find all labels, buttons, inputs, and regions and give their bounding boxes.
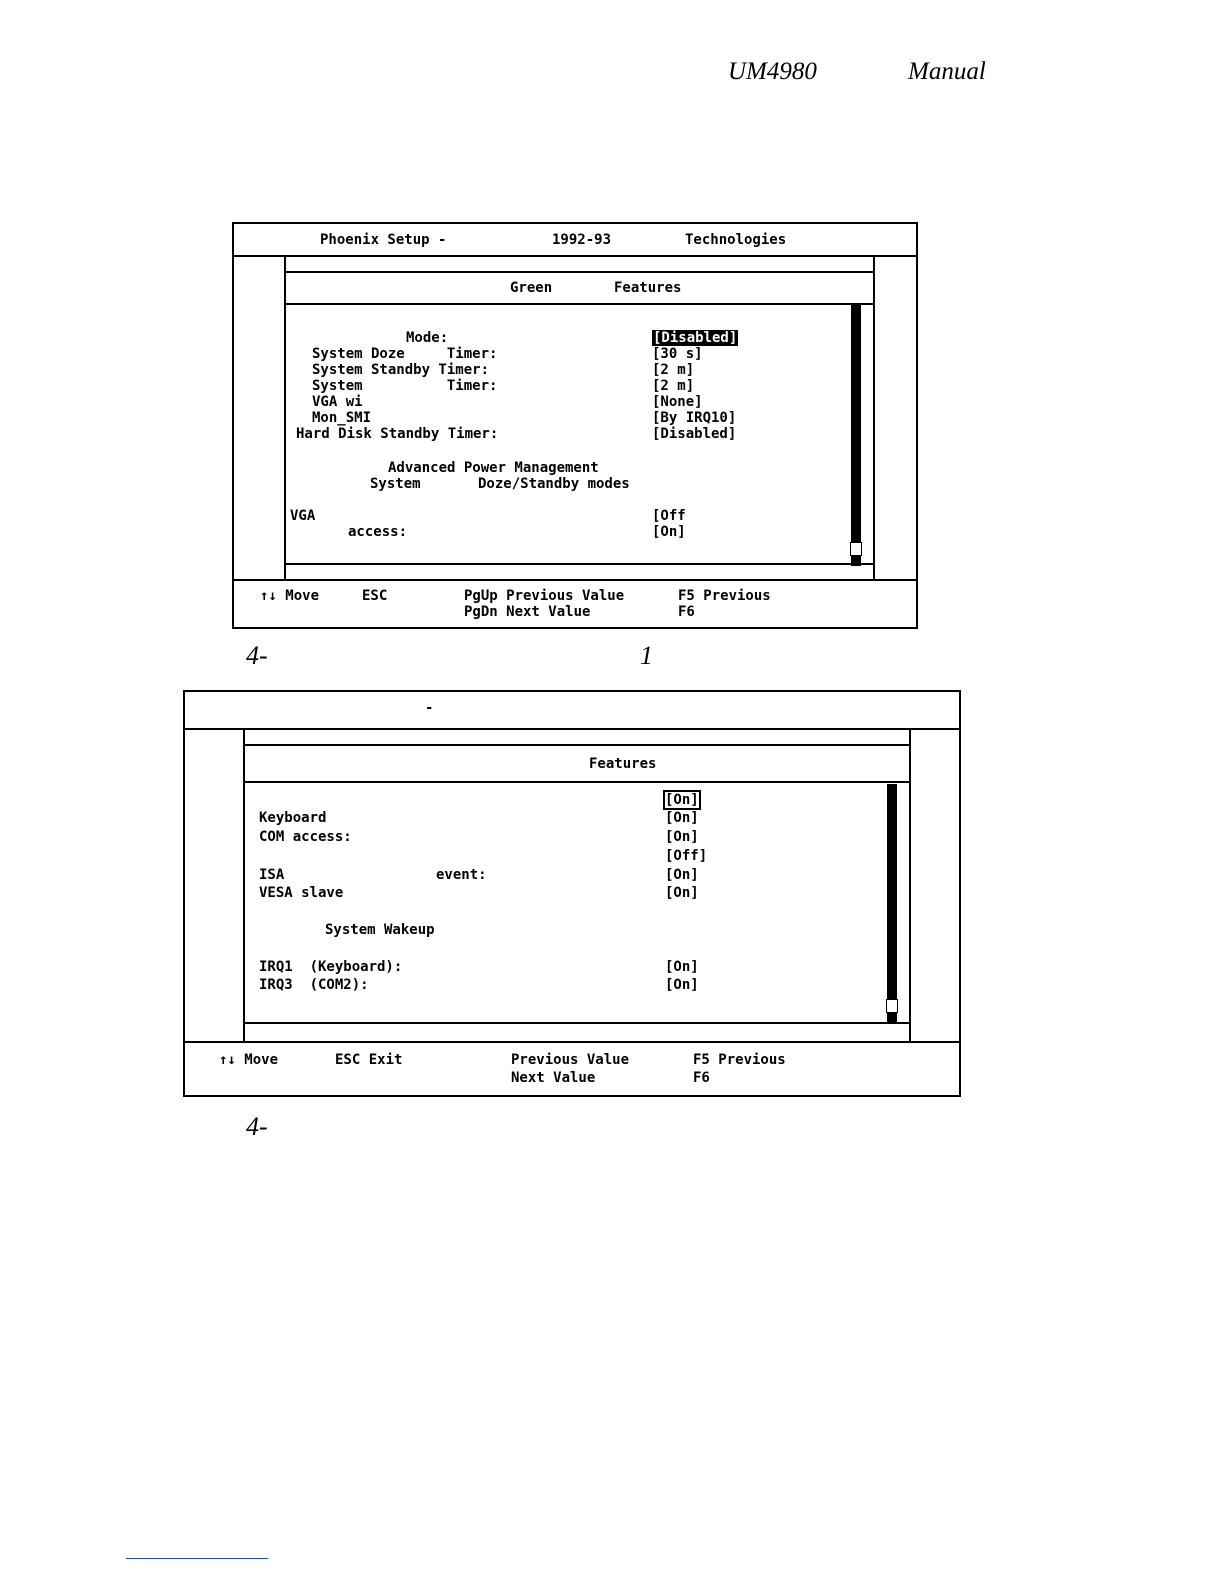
setting2-keyboard-value[interactable]: [On] bbox=[665, 810, 699, 826]
screen1-panel-bottom-line bbox=[284, 563, 874, 565]
header-title: Manual bbox=[908, 58, 986, 85]
figure-caption-1-prefix: 4- bbox=[246, 641, 268, 670]
screen2-title-dash: - bbox=[425, 700, 434, 716]
setting-hdd-standby-label: Hard Disk Standby Timer: bbox=[296, 426, 499, 442]
setting2-row1-value[interactable] bbox=[665, 792, 699, 808]
screen2-panel-top-line bbox=[243, 744, 911, 746]
screen2-section-title: Features bbox=[589, 756, 657, 772]
apm-heading: Advanced Power Management bbox=[388, 460, 599, 476]
screen1-scroll-down-arrow-icon[interactable] bbox=[850, 542, 862, 556]
apm-subheading-a: System bbox=[370, 476, 421, 492]
screen1-section-title-b: Features bbox=[614, 280, 682, 296]
screen2-footer-prev: Previous Value bbox=[511, 1052, 630, 1068]
screen1-footer-move: ↑↓ Move bbox=[260, 588, 320, 604]
screen2-panel-left-border bbox=[243, 730, 245, 1042]
setting2-isa-value[interactable]: [On] bbox=[665, 867, 699, 883]
page-footer-rule bbox=[126, 1558, 268, 1559]
screen1-panel-right-border bbox=[873, 257, 875, 579]
figure-caption-1-number: 1 bbox=[640, 641, 653, 670]
setting-vga-event-label: VGA bbox=[290, 508, 316, 524]
setting-mode-label: Mode: bbox=[406, 330, 449, 346]
system-wakeup-heading: System Wakeup bbox=[325, 922, 435, 938]
screen2-footer-divider bbox=[185, 1041, 959, 1043]
screen1-title-company: Technologies bbox=[685, 232, 787, 248]
screen1-footer-esc: ESC bbox=[362, 588, 388, 604]
screen2-scroll-down-arrow-icon[interactable] bbox=[886, 999, 898, 1013]
setup-screen-1 bbox=[232, 222, 918, 629]
setting2-irq3-value[interactable]: [On] bbox=[665, 977, 699, 993]
setting-mode-value[interactable] bbox=[652, 330, 738, 346]
setting-mon-smi-label: Mon_SMI bbox=[312, 410, 372, 426]
screen1-footer-divider bbox=[234, 579, 916, 581]
setting-doze-label: System Doze Timer: bbox=[312, 346, 498, 362]
screen2-footer-f5: F5 Previous bbox=[693, 1052, 786, 1068]
setup-screen-2 bbox=[183, 690, 961, 1097]
setting2-vesa-value[interactable]: [On] bbox=[665, 885, 699, 901]
setting2-irq1-value[interactable]: [On] bbox=[665, 959, 699, 975]
screen2-panel-right-border bbox=[909, 730, 911, 1042]
screen1-footer-pgup: PgUp Previous Value bbox=[464, 588, 625, 604]
setting2-irq1-label: IRQ1 (Keyboard): bbox=[259, 959, 403, 975]
screen1-footer-f6: F6 bbox=[678, 604, 695, 620]
setting-standby-value[interactable]: [2 m] bbox=[652, 362, 695, 378]
screen2-title-divider bbox=[185, 728, 959, 730]
apm-subheading-b: Doze/Standby modes bbox=[478, 476, 630, 492]
screen1-footer-pgdn: PgDn Next Value bbox=[464, 604, 591, 620]
screen1-scrollbar[interactable] bbox=[851, 304, 861, 566]
setting-mon-smi-value[interactable]: [By IRQ10] bbox=[652, 410, 737, 426]
screen2-footer-f6: F6 bbox=[693, 1070, 710, 1086]
screen1-panel-left-border bbox=[284, 257, 286, 579]
setting2-keyboard-label: Keyboard bbox=[259, 810, 327, 826]
screen2-scrollbar[interactable] bbox=[887, 784, 897, 1024]
setting2-row4-value[interactable]: [Off] bbox=[665, 848, 708, 864]
screen2-section-divider bbox=[243, 781, 911, 783]
screen1-section-title-a: Green bbox=[510, 280, 553, 296]
setting2-irq3-label: IRQ3 (COM2): bbox=[259, 977, 369, 993]
setting-system-timer-value[interactable]: [2 m] bbox=[652, 378, 695, 394]
screen1-title-program: Phoenix Setup - bbox=[320, 232, 447, 248]
setting2-vesa-label: VESA slave bbox=[259, 885, 344, 901]
header-model: UM4980 bbox=[728, 58, 817, 85]
setting2-com-value[interactable]: [On] bbox=[665, 829, 699, 845]
setting-mode-value-highlight[interactable]: [Disabled] bbox=[653, 330, 738, 346]
screen1-title-divider bbox=[234, 255, 916, 257]
setting-doze-value[interactable]: [30 s] bbox=[652, 346, 703, 362]
screen1-footer-f5: F5 Previous bbox=[678, 588, 771, 604]
screen2-footer-esc: ESC Exit bbox=[335, 1052, 403, 1068]
setting-access-value[interactable]: [On] bbox=[652, 524, 686, 540]
screen2-panel-bottom-line bbox=[243, 1022, 911, 1024]
setting2-row1-value-text[interactable]: [On] bbox=[665, 792, 699, 808]
setting-system-timer-label: System Timer: bbox=[312, 378, 498, 394]
setting-vga-event-value[interactable]: [Off bbox=[652, 508, 686, 524]
setting2-isa-label: ISA event: bbox=[259, 867, 487, 883]
setting-standby-label: System Standby Timer: bbox=[312, 362, 490, 378]
screen1-title-years: 1992-93 bbox=[552, 232, 612, 248]
setting2-com-label: COM access: bbox=[259, 829, 352, 845]
setting-vga-value[interactable]: [None] bbox=[652, 394, 703, 410]
figure-caption-2-prefix: 4- bbox=[246, 1112, 268, 1141]
screen2-footer-move: ↑↓ Move bbox=[219, 1052, 279, 1068]
screen2-footer-next: Next Value bbox=[511, 1070, 596, 1086]
screen1-panel-top-line bbox=[284, 271, 874, 273]
setting-hdd-standby-value[interactable]: [Disabled] bbox=[652, 426, 737, 442]
setting-access-label: access: bbox=[348, 524, 408, 540]
screen1-section-divider bbox=[284, 303, 874, 305]
setting-vga-label: VGA wi bbox=[312, 394, 363, 410]
